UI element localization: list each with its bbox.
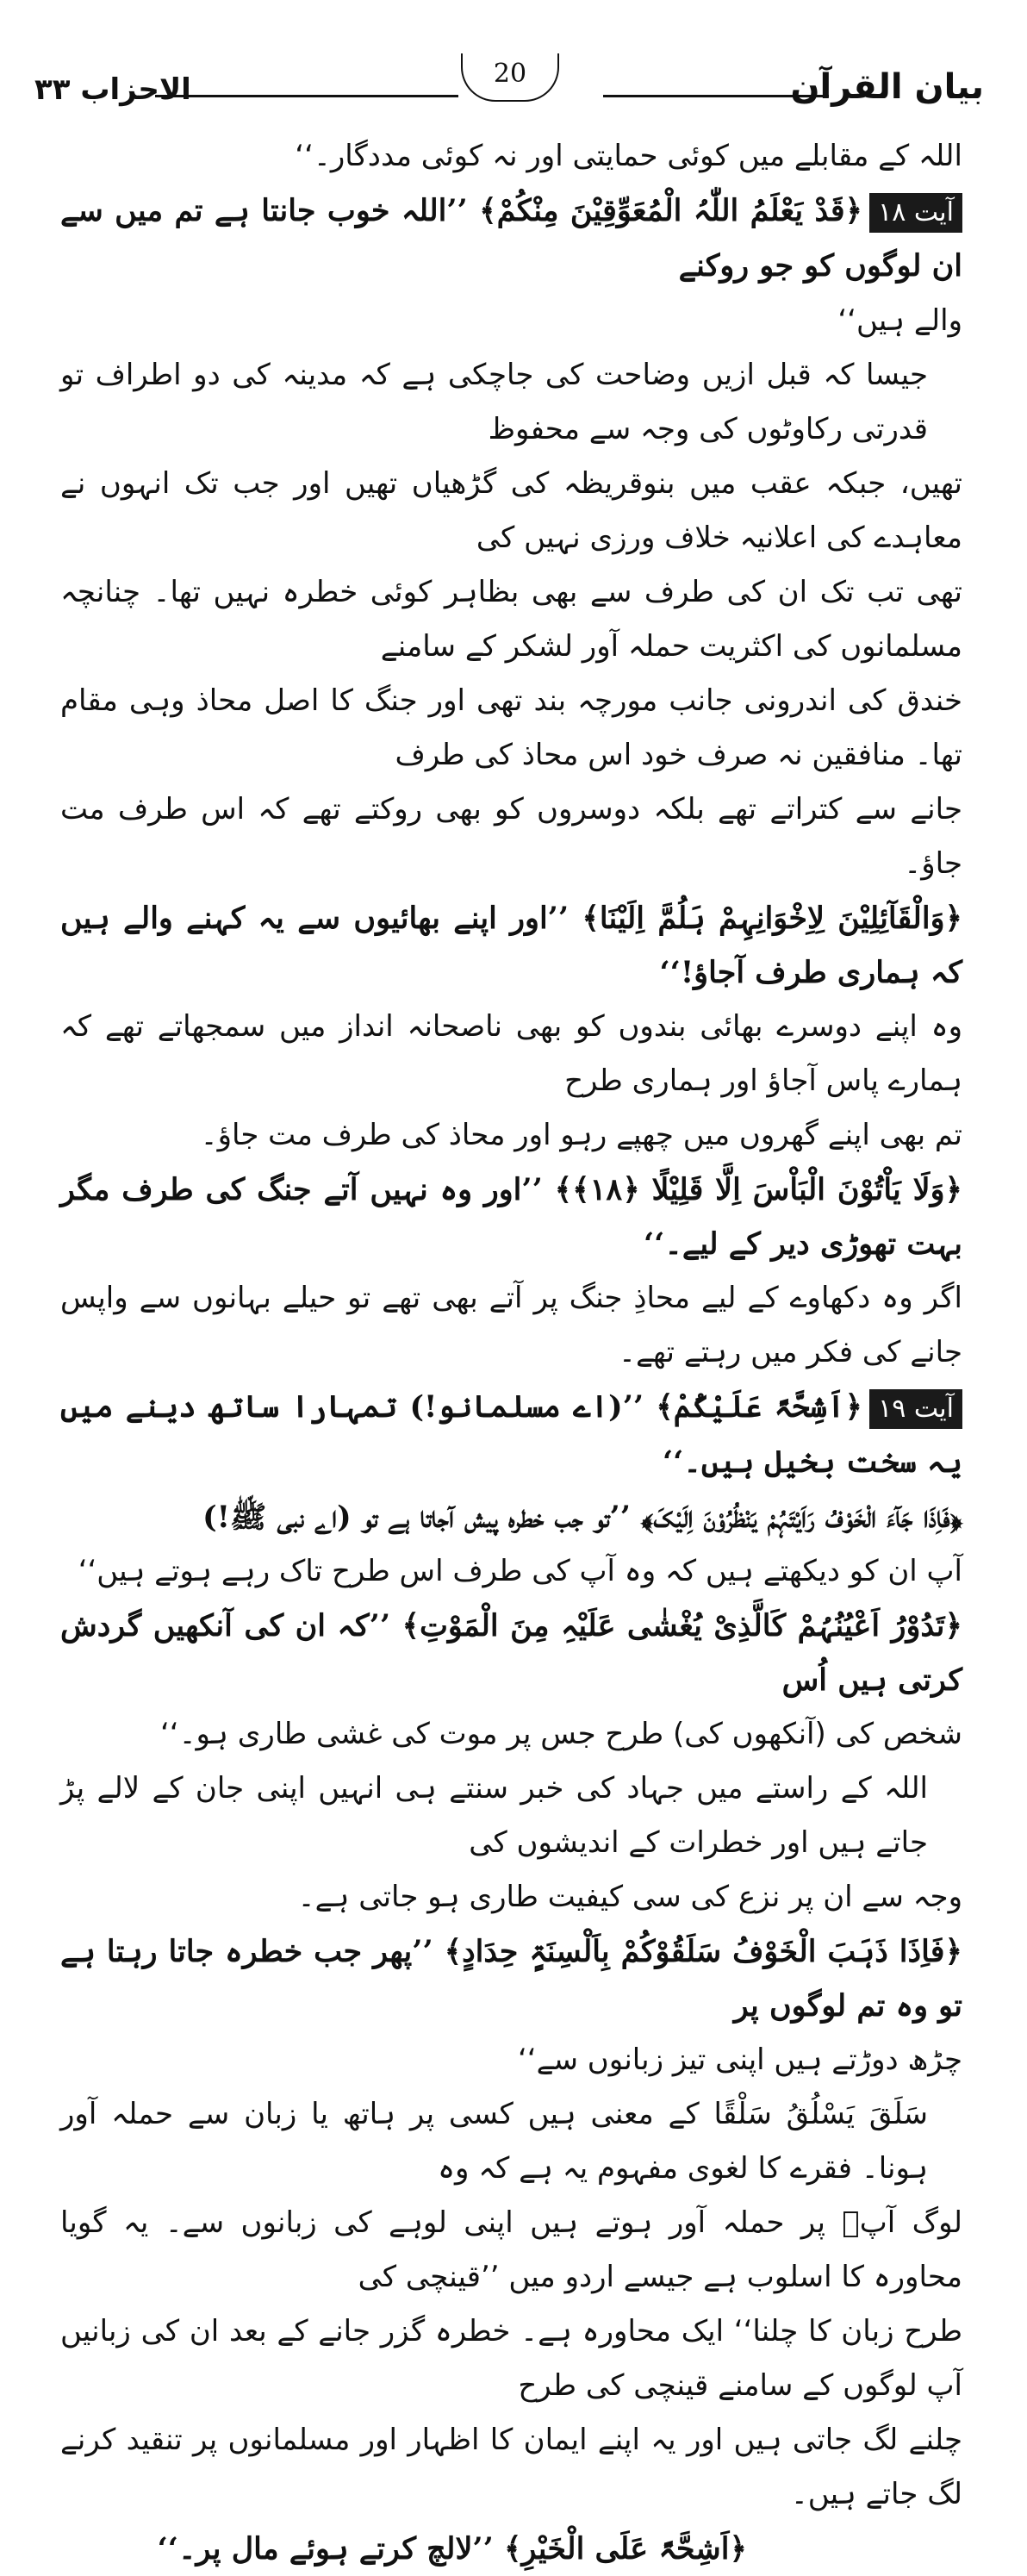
text-line: وجہ سے ان پر نزع کی سی کیفیت طاری ہو جاتی ہے۔ (297, 1880, 962, 1914)
text-line: تھی تب تک ان کی طرف سے بھی بظاہر کوئی خطرہ نہیں تھا۔ چنانچہ مسلمانوں کی اکثریت حملہ آور لشکر کے سامنے (60, 575, 962, 664)
text-line: چلنے لگ جاتی ہیں اور یہ اپنے ایمان کا اظہار اور مسلمانوں پر تنقید کرنے لگ جاتے ہیں۔ (60, 2423, 962, 2511)
text-line: تم بھی اپنے گھروں میں چھپے رہو اور محاذ کی طرف مت جاؤ۔ (200, 1118, 962, 1152)
page-number: 20 (493, 58, 527, 89)
surah-title: الاحزاب ۳۳ (34, 72, 191, 107)
ayah-line (60, 184, 962, 294)
text-line: والے ہیں‘‘ (837, 303, 962, 338)
text-line: جانے سے کتراتے تھے بلکہ دوسروں کو بھی روکتے تھے کہ اس طرف مت جاؤ۔ (60, 792, 962, 881)
text-line: جیسا کہ قبل ازیں وضاحت کی جاچکی ہے کہ مدینہ کی دو اطراف تو قدرتی رکاوٹوں کی وجہ سے محفوظ (60, 358, 928, 446)
text-line: شخص کی (آنکھوں کی) طرح جس پر موت کی غشی طاری ہو۔‘‘ (159, 1717, 962, 1751)
text-line: تھیں، جبکہ عقب میں بنوقریظہ کی گڑھیاں تھیں اور جب تک انہوں نے معاہدے کی اعلانیہ خلاف ورزی نہیں کی (60, 466, 962, 555)
aayat-19-label: آیت ۱۹ (869, 1389, 962, 1429)
book-title: بیان القرآن (790, 67, 984, 107)
header-rule-right (603, 95, 829, 97)
text-line: وہ اپنے دوسرے بھائی بندوں کو بھی ناصحانہ انداز میں سمجھاتے تھے کہ ہمارے پاس آجاؤ اور ہماری طرح (60, 1009, 962, 1098)
ayah-text: ﴿اَشِحَّۃً عَلَیْکُمْ﴾ ’’(اے مسلمانو!) تمہارا ساتھ دینے میں یہ سخت بخیل ہیں۔‘‘ (60, 1389, 962, 1480)
ayah-line (60, 1380, 962, 1490)
page-number-frame (461, 53, 559, 102)
text-line: خندق کی اندرونی جانب مورچہ بند تھی اور جنگ کا اصل محاذ وہی مقام تھا۔ منافقین نہ صرف خود اس محاذ کی طرف (60, 683, 962, 772)
text-line: آپ ان کو دیکھتے ہیں کہ وہ آپ کی طرف اس طرح تاک رہے ہوتے ہیں‘‘ (78, 1554, 962, 1588)
text-line: لوگ آپؐ پر حملہ آور ہوتے ہیں اپنی لوہے کی زبانوں سے۔ یہ گویا محاورہ کا اسلوب ہے جیسے اردو میں ’’قینچی کی (60, 2205, 962, 2294)
text-line: اللہ کے مقابلے میں کوئی حمایتی اور نہ کوئی مددگار۔‘‘ (295, 139, 962, 173)
ayah-line: ﴿فَاِذَا ذَہَبَ الْخَوْفُ سَلَقُوْکُمْ بِاَلْسِنَۃٍ حِدَادٍ﴾ ’’پھر جب خطرہ جاتا رہتا ہے تو وہ تم لوگوں پر (60, 1934, 962, 2024)
ayah-line: ﴿اَشِحَّۃً عَلَی الْخَیْرِ﴾ ’’لالچ کرتے ہوئے مال پر۔‘‘ (157, 2531, 747, 2567)
text-line: طرح زبان کا چلنا‘‘ ایک محاورہ ہے۔ خطرہ گزر جانے کے بعد ان کی زبانیں آپ لوگوں کے سامنے قینچی کی طرح (60, 2314, 962, 2403)
text-line: سَلَقَ یَسْلُقُ سَلْقًا کے معنی ہیں کسی پر ہاتھ یا زبان سے حملہ آور ہونا۔ فقرے کا لغوی مفہوم یہ ہے کہ وہ (60, 2097, 928, 2186)
ayah-text: ﴿قَدْ یَعْلَمُ اللّٰہُ الْمُعَوِّقِیْنَ مِنْکُمْ﴾ ’’اللہ خوب جانتا ہے تم میں سے ان لوگوں کو جو روکنے (60, 193, 962, 284)
ayah-line: ﴿فَاِذَا جَآءَ الْخَوْفُ رَاَیْتَہُمْ یَنْظُرُوْنَ اِلَیْکَ﴾ ’’تو جب خطرہ پیش آجاتا ہے تو (اے نبی ﷺ!) (202, 1500, 962, 1535)
header-rule-left (155, 95, 458, 97)
ayah-line: ﴿وَالْقَآئِلِیْنَ لِاِخْوَانِہِمْ ہَلُمَّ اِلَیْنَا﴾ ’’اور اپنے بھائیوں سے یہ کہنے والے ہیں کہ ہماری طرف آجاؤ!‘‘ (60, 901, 962, 990)
aayat-18-label: آیت ۱۸ (869, 193, 962, 233)
text-line: اللہ کے راستے میں جہاد کی خبر سنتے ہی انہیں اپنی جان کے لالے پڑ جاتے ہیں اور خطرات کے اندیشوں کی (60, 1771, 928, 1860)
page-body (60, 129, 962, 2567)
text-line: اگر وہ دکھاوے کے لیے محاذِ جنگ پر آتے بھی تھے تو حیلے بہانوں سے واپس جانے کی فکر میں رہتے تھے۔ (60, 1281, 962, 1369)
text-line: چڑھ دوڑتے ہیں اپنی تیز زبانوں سے‘‘ (517, 2043, 962, 2077)
ayah-line: ﴿تَدُوْرُ اَعْیُنُہُمْ کَالَّذِیْ یُغْشٰی عَلَیْہِ مِنَ الْمَوْتِ﴾ ’’کہ ان کی آنکھیں گردش کرتی ہیں اُس (60, 1608, 962, 1698)
ayah-line: ﴿وَلَا یَاْتُوْنَ الْبَاْسَ اِلَّا قَلِیْلًا ﴿۱۸﴾﴾ ’’اور وہ نہیں آتے جنگ کی طرف مگر بہت تھوڑی دیر کے لیے۔‘‘ (60, 1172, 962, 1262)
